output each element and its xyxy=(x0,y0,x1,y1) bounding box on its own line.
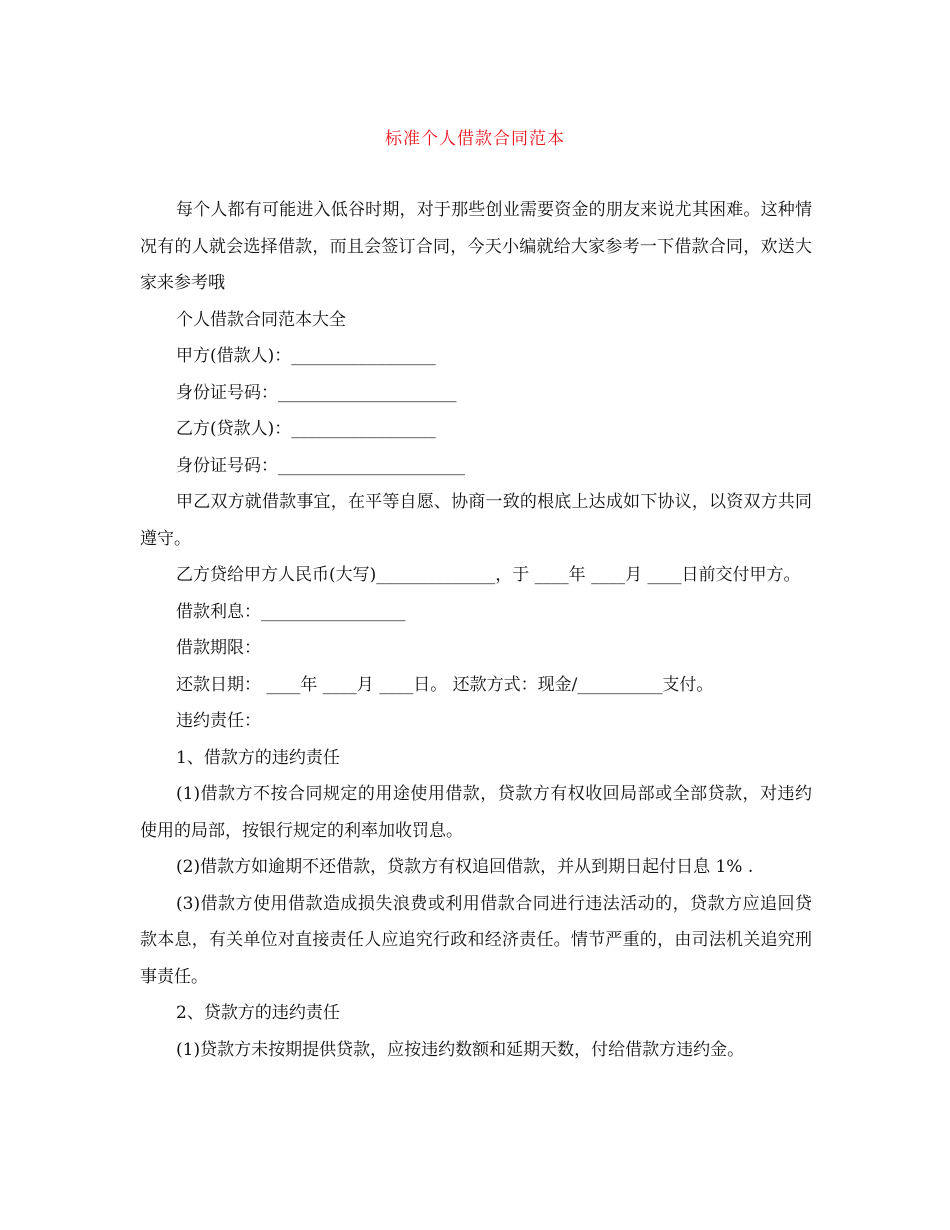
agreement-paragraph: 甲乙双方就借款事宜，在平等自愿、协商一致的根底上达成如下协议，以资双方共同遵守。 xyxy=(140,492,812,549)
lender-liability-heading: 2、贷款方的违约责任 xyxy=(176,1003,340,1023)
borrower-clause-3: (3)借款方使用借款造成损失浪费或利用借款合同进行违法活动的，贷款方应追回贷款本息，有关单位对直接责任人应追究行政和经济责任。情节严重的，由司法机关追究刑事责任。 xyxy=(140,893,812,987)
borrower-liability-heading: 1、借款方的违约责任 xyxy=(176,747,340,768)
document-body xyxy=(140,192,812,1068)
loan-amount-paragraph: 乙方贷给甲方人民币(大写)______________，于 ____年 ____月 ____日前交付甲方。 xyxy=(176,565,801,585)
term-field: 借款期限： xyxy=(176,638,261,658)
borrower-clause-2: (2)借款方如逾期不还借款，贷款方有权追回借款，并从到期日起付日息 1% . xyxy=(176,857,754,877)
repayment-field: 还款日期： ____年 ____月 ____日。 还款方式：现金/__________支付。 xyxy=(176,674,714,695)
section-heading: 个人借款合同范本大全 xyxy=(176,309,346,330)
party-b-field: 乙方(贷款人)：_________________ xyxy=(176,419,436,439)
lender-clause-1: (1)贷款方未按期提供贷款，应按违约数额和延期天数，付给借款方违约金。 xyxy=(176,1039,745,1060)
intro-paragraph: 每个人都有可能进入低谷时期，对于那些创业需要资金的朋友来说尤其困难。这种情况有的人就会选择借款，而且会签订合同，今天小编就给大家参考一下借款合同，欢送大家来参考哦 xyxy=(140,200,812,293)
interest-field: 借款利息：_________________ xyxy=(176,601,406,622)
party-a-field: 甲方(借款人)：_________________ xyxy=(176,346,436,366)
liability-heading: 违约责任： xyxy=(176,711,261,731)
document-title: 标准个人借款合同范本 xyxy=(385,129,565,149)
party-a-id-field: 身份证号码：_____________________ xyxy=(176,382,457,403)
borrower-clause-1: (1)借款方不按合同规定的用途使用借款，贷款方有权收回局部或全部贷款，对违约使用的局部，按银行规定的利率加收罚息。 xyxy=(140,784,812,841)
party-b-id-field: 身份证号码：______________________ xyxy=(176,455,465,476)
